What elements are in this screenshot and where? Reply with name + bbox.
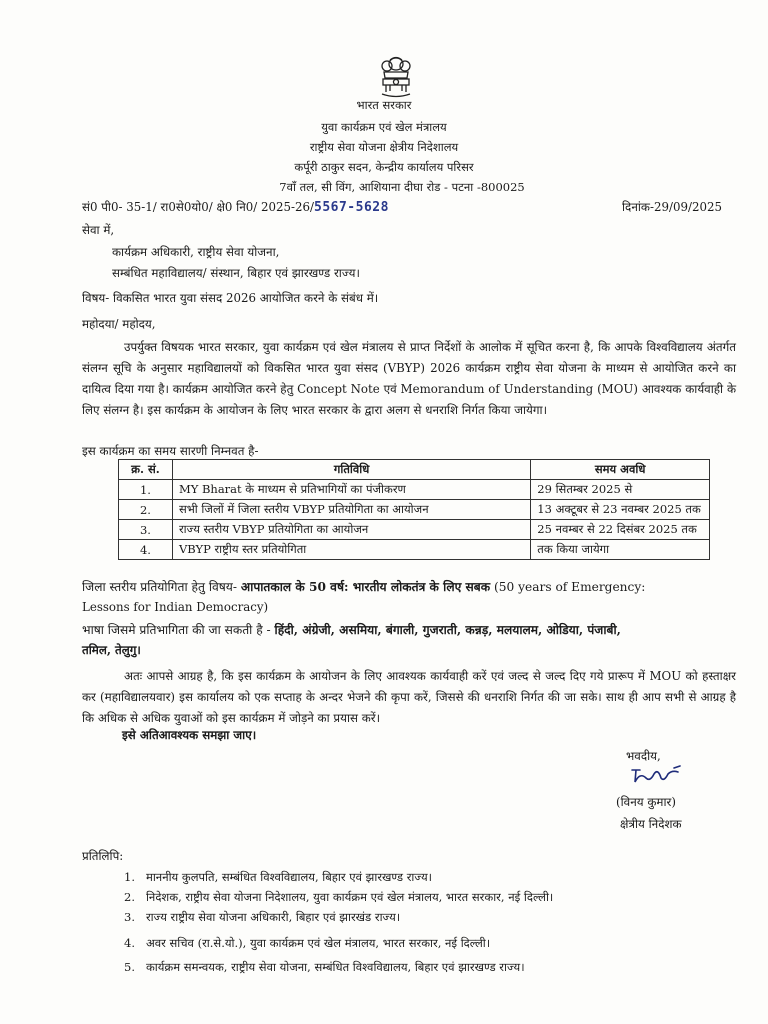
topic-english-1: (50 years of Emergency: — [490, 580, 646, 594]
urgent-note: इसे अतिआवश्यक समझा जाए। — [122, 728, 257, 742]
table-header-row — [119, 460, 710, 480]
activity-cell: राज्य स्तरीय VBYP प्रतियोगिता का आयोजन — [172, 520, 530, 540]
table-header: गतिविधि — [172, 460, 530, 480]
list-item — [124, 870, 432, 885]
list-item — [124, 960, 525, 975]
signatory-name: (विनय कुमार) — [616, 795, 676, 809]
item-text: निदेशक, राष्ट्रीय सेवा योजना निदेशालय, युवा कार्यक्रम एवं खेल मंत्रालय, भारत सरकार, नई दिल्ली। — [145, 890, 554, 904]
table-row — [119, 520, 710, 540]
copy-to-label: प्रतिलिपि: — [82, 849, 124, 863]
languages-list-1: हिंदी, अंग्रेजी, असमिया, बंगाली, गुजराती, कन्नड़, मलयालम, ओडिया, पंजाबी, — [274, 623, 621, 637]
activity-cell: VBYP राष्ट्रीय स्तर प्रतियोगिता — [172, 540, 530, 560]
reference-prefix: सं0 पी0- 35-1/ रा0से0यो0/ क्षे0 नि0/ 2025-26/ — [82, 200, 314, 214]
item-text: राज्य राष्ट्रीय सेवा योजना अधिकारी, बिहार एवं झारखंड राज्य। — [145, 910, 401, 924]
item-number: 3. — [124, 910, 135, 924]
item-number: 4. — [124, 936, 135, 950]
languages-list-2: तमिल, तेलुगु। — [82, 643, 141, 657]
item-number: 1. — [124, 870, 135, 884]
handwritten-signature-icon — [628, 762, 684, 788]
period-cell: 29 सितम्बर 2025 से — [531, 480, 710, 500]
table-row — [119, 480, 710, 500]
languages-prefix: भाषा जिसमे प्रतिभागिता की जा सकती है - — [82, 623, 275, 637]
row-number: 2. — [119, 500, 173, 520]
office-address: 7वाँ तल, सी विंग, आशियाना दीघा रोड - पटना -800025 — [279, 180, 525, 194]
letter-date: दिनांक-29/09/2025 — [622, 200, 722, 214]
item-text: अवर सचिव (रा.से.यो.), युवा कार्यक्रम एवं खेल मंत्रालय, भारत सरकार, नई दिल्ली। — [145, 936, 491, 950]
addressee-line-1: कार्यक्रम अधिकारी, राष्ट्रीय सेवा योजना, — [112, 245, 280, 259]
national-emblem-icon — [372, 54, 420, 100]
row-number: 3. — [119, 520, 173, 540]
building-name: कर्पूरी ठाकुर सदन, केन्द्रीय कार्यालय परिसर — [294, 160, 474, 174]
list-item — [124, 890, 553, 905]
signatory-designation: क्षेत्रीय निदेशक — [620, 817, 682, 831]
topic-title: आपातकाल के 50 वर्ष: भारतीय लोकतंत्र के लिए सबक — [240, 580, 491, 594]
closing: भवदीय, — [626, 749, 661, 763]
table-row — [119, 500, 710, 520]
topic-prefix: जिला स्तरीय प्रतियोगिता हेतु विषय- — [82, 580, 241, 594]
directorate-name: राष्ट्रीय सेवा योजना क्षेत्रीय निदेशालय — [309, 140, 459, 154]
period-cell: तक किया जायेगा — [531, 540, 710, 560]
schedule-intro: इस कार्यक्रम का समय सारणी निम्नवत है- — [82, 444, 259, 458]
ministry-name: युवा कार्यक्रम एवं खेल मंत्रालय — [321, 120, 447, 134]
addressee-line-2: सम्बंधित महाविद्यालय/ संस्थान, बिहार एवं झारखण्ड राज्य। — [112, 266, 360, 280]
request-paragraph: अतः आपसे आग्रह है, कि इस कार्यक्रम के आयोजन के लिए आवश्यक कार्यवाही करें एवं जल्द से जल्द दिए गये प्रारूप में MOU को हस्ताक्षर कर (महाविद्यालयवार) इस कार्यालय को एक सप्ताह के अन्दर भेजने की कृपा करें, जिससे की धनराशि निर्गत की जा सके। साथ ही आप सभी से आग्रह है कि अधिक से अधिक युवाओं को इस कार्यक्रम में जोड़ने का प्रयास करें। — [82, 669, 736, 725]
item-number: 5. — [124, 960, 135, 974]
reference-number: 5567-5628 — [314, 200, 389, 215]
table-header: क्र. सं. — [119, 460, 173, 480]
schedule-table — [118, 459, 710, 560]
greeting: महोदया/ महोदय, — [82, 317, 156, 331]
body-paragraph: उपर्युक्त विषयक भारत सरकार, युवा कार्यक्रम एवं खेल मंत्रालय से प्राप्त निर्देशों के आलोक में सूचित करना है, कि आपके विश्वविद्यालय अंतर्गत संलग्न सूचि के अनुसार महाविद्यालयों को विकसित भारत युवा संसद (VBYP) 2026 कार्यक्रम राष्ट्रीय सेवा योजना के माध्यम से आयोजित करने का दायित्व दिया गया है। कार्यक्रम आयोजित करने हेतु Concept Note एवं Memorandum of Understanding (MOU) आवश्यक कार्यवाही के लिए संलग्न है। इस कार्यक्रम के आयोजन के लिए भारत सरकार के द्वारा अलग से धनराशि निर्गत किया जायेगा। — [82, 340, 736, 417]
item-text: माननीय कुलपति, सम्बंधित विश्वविद्यालय, बिहार एवं झारखण्ड राज्य। — [145, 870, 432, 884]
table-row — [119, 540, 710, 560]
languages-line — [82, 621, 621, 638]
activity-cell: MY Bharat के माध्यम से प्रतिभागियों का पंजीकरण — [172, 480, 530, 500]
list-item — [124, 936, 490, 951]
activity-cell: सभी जिलों में जिला स्तरीय VBYP प्रतियोगिता का आयोजन — [172, 500, 530, 520]
topic-english-2: Lessons for Indian Democracy) — [82, 600, 269, 614]
reference-line — [82, 199, 389, 215]
row-number: 4. — [119, 540, 173, 560]
topic-line — [82, 578, 645, 595]
addressee-to: सेवा में, — [82, 223, 115, 237]
subject-line: विषय- विकसित भारत युवा संसद 2026 आयोजित करने के संबंध में। — [82, 291, 379, 305]
govt-name: भारत सरकार — [356, 98, 412, 112]
list-item — [124, 910, 400, 925]
row-number: 1. — [119, 480, 173, 500]
period-cell: 13 अक्टूबर से 23 नवम्बर 2025 तक — [531, 500, 710, 520]
item-text: कार्यक्रम समन्वयक, राष्ट्रीय सेवा योजना, सम्बंधित विश्वविद्यालय, बिहार एवं झारखण्ड राज्य। — [145, 960, 525, 974]
item-number: 2. — [124, 890, 135, 904]
period-cell: 25 नवम्बर से 22 दिसंबर 2025 तक — [531, 520, 710, 540]
table-header: समय अवधि — [531, 460, 710, 480]
